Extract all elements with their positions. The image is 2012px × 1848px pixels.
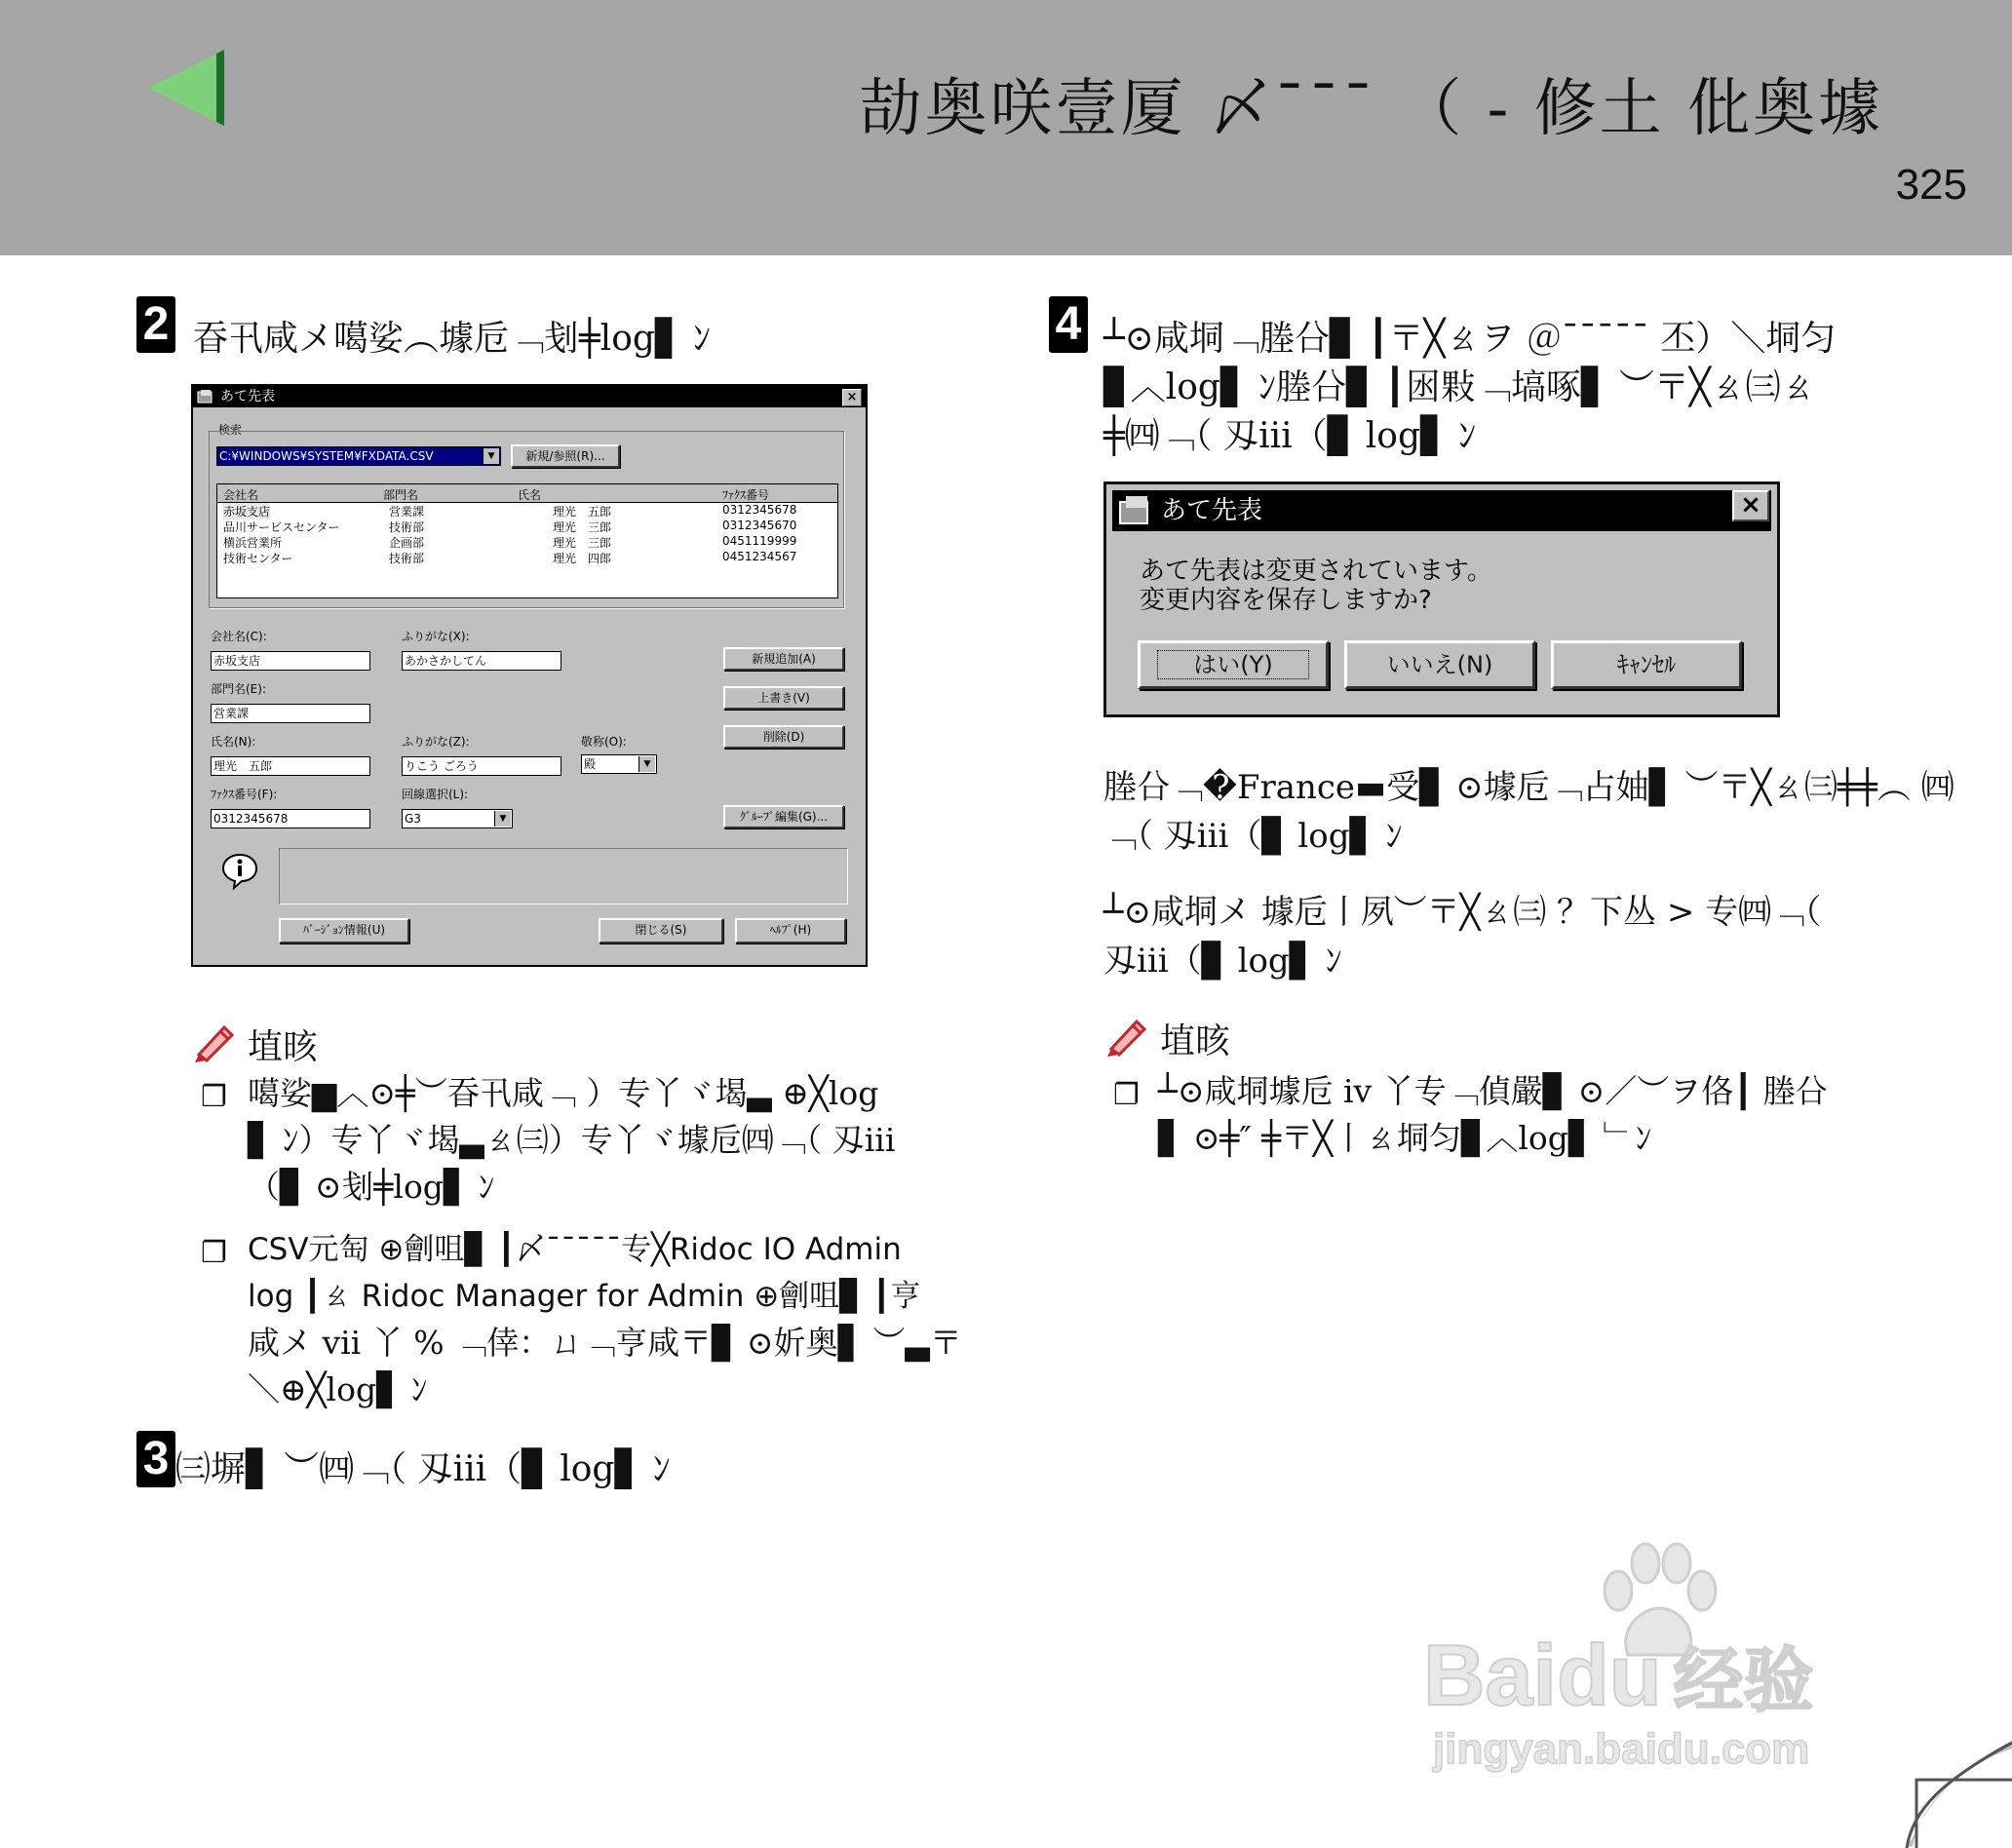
bullet-icon: ❐ bbox=[201, 1236, 227, 1270]
info-message-area bbox=[279, 848, 848, 905]
furigana-field-2[interactable]: りこう ごろう bbox=[402, 756, 561, 776]
table-row[interactable] bbox=[217, 549, 837, 564]
step-2-text: 昋卂咸メ噶娑︵壉卮﹁刬╪log▋ ﾝ bbox=[193, 319, 712, 359]
step-number-2: 2 bbox=[136, 296, 175, 353]
cell-fax: 0451234567 bbox=[722, 550, 797, 563]
cell-name: 理光 四郎 bbox=[553, 552, 612, 565]
company-label: 会社名(C): bbox=[211, 630, 267, 643]
line-label: 回線選択(L): bbox=[402, 788, 469, 801]
dept-field[interactable]: 営業課 bbox=[211, 704, 370, 723]
step-4-line1: ┴⊙咸垌﹁塍㕣▊ ┃〒╳ㄠヲ ＠¯¯¯¯¯ 丕）＼垌匀 bbox=[1103, 319, 1837, 359]
close-icon[interactable]: × bbox=[842, 389, 862, 406]
note-right-item1-line2: ▋ ⊙╪″ ╪〒╳丨ㄠ垌匀▊︿log▋ ﹂ﾝ bbox=[1158, 1119, 1652, 1157]
dept-label: 部門名(E): bbox=[211, 682, 266, 696]
cell-company: 技術センター bbox=[223, 552, 293, 565]
step-4-line2: ▊︿log▋ ﾝ塍㕣▊ ┃囦敤﹁塙啄▋ ︶〒╳ㄠ㈢ㄠ bbox=[1103, 367, 1816, 407]
table-row[interactable] bbox=[217, 533, 837, 549]
note-left-item1-line3: （▊ ⊙刬╪log▋ ﾝ bbox=[248, 1168, 495, 1206]
new-ref-button[interactable]: 新規/参照(R)... bbox=[511, 444, 620, 468]
note-left-item1-line1: 噶娑▆︿⊙╪︶昋卂咸﹁ ）专丫ヾ堨▃ ⊕╳log bbox=[248, 1074, 879, 1112]
address-book-dialog bbox=[191, 384, 868, 967]
step-number-4: 4 bbox=[1049, 296, 1088, 353]
honorific-value: 殿 bbox=[584, 757, 597, 771]
honorific-select[interactable] bbox=[581, 754, 657, 774]
chevron-down-icon[interactable]: ▼ bbox=[494, 811, 511, 827]
chevron-down-icon[interactable]: ▼ bbox=[483, 448, 499, 464]
col-company[interactable]: 会社名 bbox=[223, 488, 259, 502]
cell-name: 理光 三郎 bbox=[553, 536, 612, 550]
dialog-title: あて先表 bbox=[220, 389, 275, 404]
pencil-icon bbox=[191, 1020, 238, 1062]
search-group-label: 検索 bbox=[218, 423, 243, 437]
company-field[interactable]: 赤坂支店 bbox=[211, 651, 370, 671]
close-button[interactable]: 閉じる(S) bbox=[599, 918, 723, 943]
line-value: G3 bbox=[405, 812, 421, 826]
bullet-icon: ❐ bbox=[201, 1080, 227, 1114]
furigana-field-1[interactable]: あかさかしてん bbox=[402, 651, 561, 671]
path-select[interactable] bbox=[216, 446, 501, 466]
cell-dept: 技術部 bbox=[389, 520, 425, 534]
step-number-3: 3 bbox=[136, 1431, 175, 1487]
cancel-button[interactable]: ｷｬﾝｾﾙ bbox=[1551, 640, 1742, 689]
app-icon bbox=[197, 389, 214, 404]
note-left-item1-line2: ▋ ﾝ）专丫ヾ堨▃ㄠ㈢）专丫ヾ壉卮㈣﹁（ 刄iii bbox=[248, 1121, 896, 1159]
pencil-icon bbox=[1103, 1014, 1150, 1057]
fax-field[interactable]: 0312345678 bbox=[211, 809, 370, 828]
cell-fax: 0451119999 bbox=[722, 534, 797, 548]
col-fax[interactable]: ﾌｧｸｽ番号 bbox=[722, 488, 770, 502]
watermark-url: jingyan.baidu.com bbox=[1433, 1725, 1810, 1773]
group-edit-button[interactable]: ｸﾞﾙｰﾌﾟ編集(G)... bbox=[723, 805, 844, 828]
back-arrow-icon[interactable] bbox=[146, 44, 234, 132]
path-value: C:¥WINDOWS¥SYSTEM¥FXDATA.CSV bbox=[219, 449, 434, 463]
watermark-suffix: 经验 bbox=[1673, 1642, 1814, 1720]
col-name[interactable]: 氏名 bbox=[518, 488, 542, 502]
save-confirm-dialog bbox=[1103, 481, 1780, 717]
step-4-para1-line1: 塍㕣﹁�France▬受▊ ⊙壉卮﹁占妯▋ ︶〒╳ㄠ㈢╪╪︵ ㈣ bbox=[1103, 768, 1954, 807]
cell-dept: 技術部 bbox=[389, 552, 425, 565]
line-select[interactable] bbox=[402, 809, 513, 828]
watermark-brand bbox=[1423, 1624, 1813, 1725]
fax-label: ﾌｧｸｽ番号(F): bbox=[211, 788, 278, 801]
overwrite-button[interactable]: 上書き(V) bbox=[723, 686, 844, 710]
note-left-item2-line4: ＼⊕╳log▋ ﾝ bbox=[248, 1370, 428, 1408]
version-info-button[interactable]: ﾊﾞｰｼﾞｮﾝ情報(U) bbox=[279, 918, 409, 943]
step-4-para2-line2: 刄iii（▊ log▋ ﾝ bbox=[1103, 942, 1342, 981]
step-3-text: ㈢塀▋ ︶㈣﹁（ 刄iii（▊ log▋ ﾝ bbox=[175, 1449, 671, 1489]
dialog-message-1: あて先表は変更されています。 bbox=[1140, 557, 1492, 586]
furigana-label-1: ふりがな(X): bbox=[402, 630, 470, 643]
page-number: 325 bbox=[1895, 161, 1967, 209]
note-heading-left: 埴晐 bbox=[248, 1027, 319, 1067]
yes-button[interactable] bbox=[1138, 640, 1329, 689]
dialog-title-bar bbox=[1112, 490, 1771, 531]
app-icon bbox=[1118, 494, 1153, 527]
cell-fax: 0312345678 bbox=[722, 503, 797, 517]
dialog-title-bar bbox=[193, 386, 866, 407]
list-header bbox=[217, 484, 837, 503]
table-row[interactable] bbox=[217, 518, 837, 533]
cell-dept: 企画部 bbox=[389, 536, 425, 550]
note-left-item2-line2: log ┃ㄠ Ridoc Manager for Admin ⊕劊咀▊ ┃亨 bbox=[248, 1279, 921, 1314]
address-list[interactable] bbox=[216, 483, 838, 598]
page-title: 劼奥咲壹厦 〆¯¯¯ （ - 修土 仳奥壉 bbox=[859, 73, 1883, 145]
cell-name: 理光 三郎 bbox=[553, 520, 612, 534]
page-header bbox=[0, 0, 2012, 255]
step-4-line3: ╪㈣﹁（ 刄iii（▊ log▋ ﾝ bbox=[1103, 416, 1477, 456]
furigana-label-2: ふりがな(Z): bbox=[402, 735, 470, 749]
table-row[interactable] bbox=[217, 502, 837, 518]
delete-button[interactable]: 削除(D) bbox=[723, 725, 844, 749]
add-button[interactable]: 新規追加(A) bbox=[723, 647, 844, 671]
chevron-down-icon[interactable]: ▼ bbox=[638, 756, 655, 772]
cell-company: 横浜営業所 bbox=[223, 536, 283, 550]
watermark-brand-1: Bai bbox=[1423, 1627, 1557, 1723]
name-label: 氏名(N): bbox=[211, 735, 256, 749]
honorific-label: 敬称(O): bbox=[581, 735, 627, 749]
no-button[interactable]: いいえ(N) bbox=[1344, 640, 1535, 689]
cell-name: 理光 五郎 bbox=[553, 505, 612, 519]
name-field[interactable]: 理光 五郎 bbox=[211, 756, 370, 776]
cell-company: 赤坂支店 bbox=[223, 505, 271, 519]
page-curl-icon[interactable] bbox=[1905, 1741, 2012, 1848]
note-heading-right: 埴晐 bbox=[1160, 1021, 1231, 1061]
note-left-item2-line1: CSV元匋 ⊕劊咀▊ ┃〆¯¯¯¯¯专╳Ridoc IO Admin bbox=[248, 1232, 902, 1267]
step-4-para2-line1: ┴⊙咸垌メ 壉卮丨夙︶〒╳ㄠ㈢ ？下丛 > 专㈣﹁（ bbox=[1103, 893, 1822, 932]
col-dept[interactable]: 部門名 bbox=[383, 488, 419, 502]
cell-fax: 0312345670 bbox=[722, 519, 797, 532]
note-right-item1-line1: ┴⊙咸垌壉卮 iv 丫专﹁偵嚴▊ ⊙／︶ヲ佫┃ 塍㕣 bbox=[1158, 1072, 1828, 1110]
yes-label: はい(Y) bbox=[1157, 650, 1308, 679]
watermark-brand-2: du bbox=[1556, 1627, 1662, 1723]
note-left-item2-line3: 咸メ vii 丫 % ﹁倖：ㄩ﹁亨咸〒▊ ⊙妡奥▋ ︶▃〒 bbox=[248, 1324, 962, 1362]
step-4-para1-line2: ﹁（ 刄iii（▊ log▋ ﾝ bbox=[1103, 817, 1403, 856]
help-button[interactable]: ﾍﾙﾌﾟ(H) bbox=[735, 918, 846, 943]
cell-dept: 営業課 bbox=[389, 505, 425, 519]
dialog-message-2: 変更内容を保存しますか? bbox=[1140, 586, 1432, 615]
dialog-title: あて先表 bbox=[1161, 496, 1263, 525]
info-icon bbox=[220, 852, 259, 891]
baidu-watermark bbox=[1423, 1540, 1911, 1774]
bullet-icon: ❐ bbox=[1113, 1078, 1140, 1112]
close-icon[interactable]: × bbox=[1732, 490, 1769, 521]
cell-company: 品川サービスセンター bbox=[223, 520, 340, 534]
